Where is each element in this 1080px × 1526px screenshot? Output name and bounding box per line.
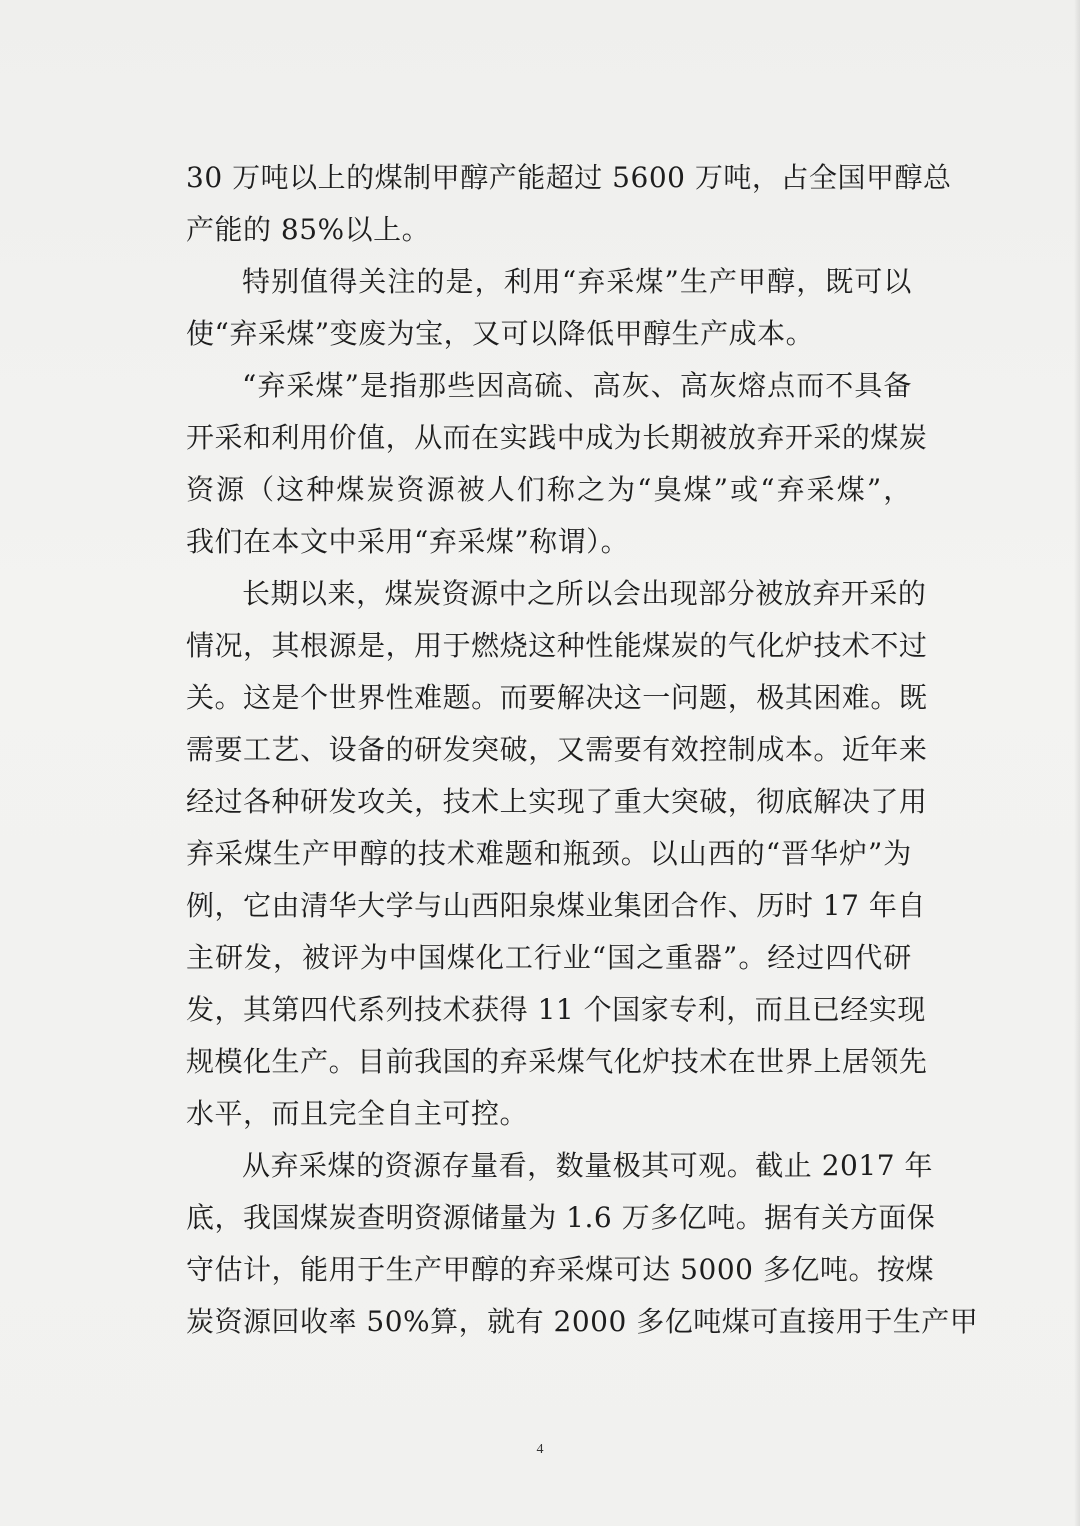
page-number: 4 [536, 1442, 544, 1457]
paragraph [186, 256, 912, 360]
text-line: 产能的 85%以上。 [186, 213, 431, 246]
text-line: 底 ， 我 国 煤 炭 查 明 资 源 储 量 为 1 . 6 万 多 亿 吨 。 据 有 关 方 面 保 [186, 1201, 936, 1234]
text-line: 资 源 （ 这 种 煤 炭 资 源 被 人 们 称 之 为 “ 臭 煤 ” 或 “ 弃 采 煤 ” ， [186, 473, 912, 506]
text-line: 经 过 各 种 研 发 攻 关 ， 技 术 上 实 现 了 重 大 突 破 ， 彻 底 解 决 了 用 [186, 785, 928, 818]
text-line: 发 ， 其 第 四 代 系 列 技 术 获 得 1 1 个 国 家 专 利 ， 而 且 已 经 实 现 [186, 993, 926, 1026]
body-text [186, 152, 979, 1348]
text-line: 水平，而且完全自主可控。 [186, 1097, 529, 1130]
text-line: 关 。 这 是 个 世 界 性 难 题 。 而 要 解 决 这 一 问 题 ， 极 其 困 难 。 既 [186, 681, 928, 714]
text-line: 我们在本文中采用“弃采煤”称谓）。 [186, 525, 630, 558]
paragraph [186, 152, 952, 256]
text-line: 从 弃 采 煤 的 资 源 存 量 看 ， 数 量 极 其 可 观 。 截 止 2 0 1 7 年 [242, 1149, 933, 1182]
paragraph [186, 1140, 979, 1348]
text-line: 主 研 发 ， 被 评 为 中 国 煤 化 工 行 业 “ 国 之 重 器 ” 。 经 过 四 代 研 [186, 941, 912, 974]
text-line: 开 采 和 利 用 价 值 ， 从 而 在 实 践 中 成 为 长 期 被 放 弃 开 采 的 煤 炭 [186, 421, 928, 454]
text-line: 3 0 万 吨 以 上 的 煤 制 甲 醇 产 能 超 过 5 6 0 0 万 吨 ， 占 全 国 甲 醇 总 [186, 161, 952, 194]
scan-edge-shadow [1074, 0, 1080, 1526]
text-line: 情 况 ， 其 根 源 是 ， 用 于 燃 烧 这 种 性 能 煤 炭 的 气 化 炉 技 术 不 过 [186, 629, 928, 662]
paragraph [186, 568, 928, 1140]
text-line: 炭资源回收率 50%算，就有 2000 多亿吨煤可直接用于生产甲 [186, 1305, 979, 1338]
text-line: 特 别 值 得 关 注 的 是 ， 利 用 “ 弃 采 煤 ” 生 产 甲 醇 ， 既 可 以 [242, 265, 912, 298]
text-line: 守 估 计 ， 能 用 于 生 产 甲 醇 的 弃 采 煤 可 达 5 0 0 0 多 亿 吨 。 按 煤 [186, 1253, 934, 1286]
text-line: 使“弃采煤”变废为宝，又可以降低甲醇生产成本。 [186, 317, 815, 350]
text-line: 需 要 工 艺 、 设 备 的 研 发 突 破 ， 又 需 要 有 效 控 制 成 本 。 近 年 来 [186, 733, 928, 766]
paragraph [186, 360, 928, 568]
text-line: 弃 采 煤 生 产 甲 醇 的 技 术 难 题 和 瓶 颈 。 以 山 西 的 “ 晋 华 炉 ” 为 [186, 837, 912, 870]
text-line: 长 期 以 来 ， 煤 炭 资 源 中 之 所 以 会 出 现 部 分 被 放 弃 开 采 的 [242, 577, 927, 610]
text-line: 规 模 化 生 产 。 目 前 我 国 的 弃 采 煤 气 化 炉 技 术 在 世 界 上 居 领 先 [186, 1045, 928, 1078]
text-line: “ 弃 采 煤 ” 是 指 那 些 因 高 硫 、 高 灰 、 高 灰 熔 点 而 不 具 备 [242, 369, 912, 402]
text-line: 例 ， 它 由 清 华 大 学 与 山 西 阳 泉 煤 业 集 团 合 作 、 历 时 1 7 年 自 [186, 889, 926, 922]
